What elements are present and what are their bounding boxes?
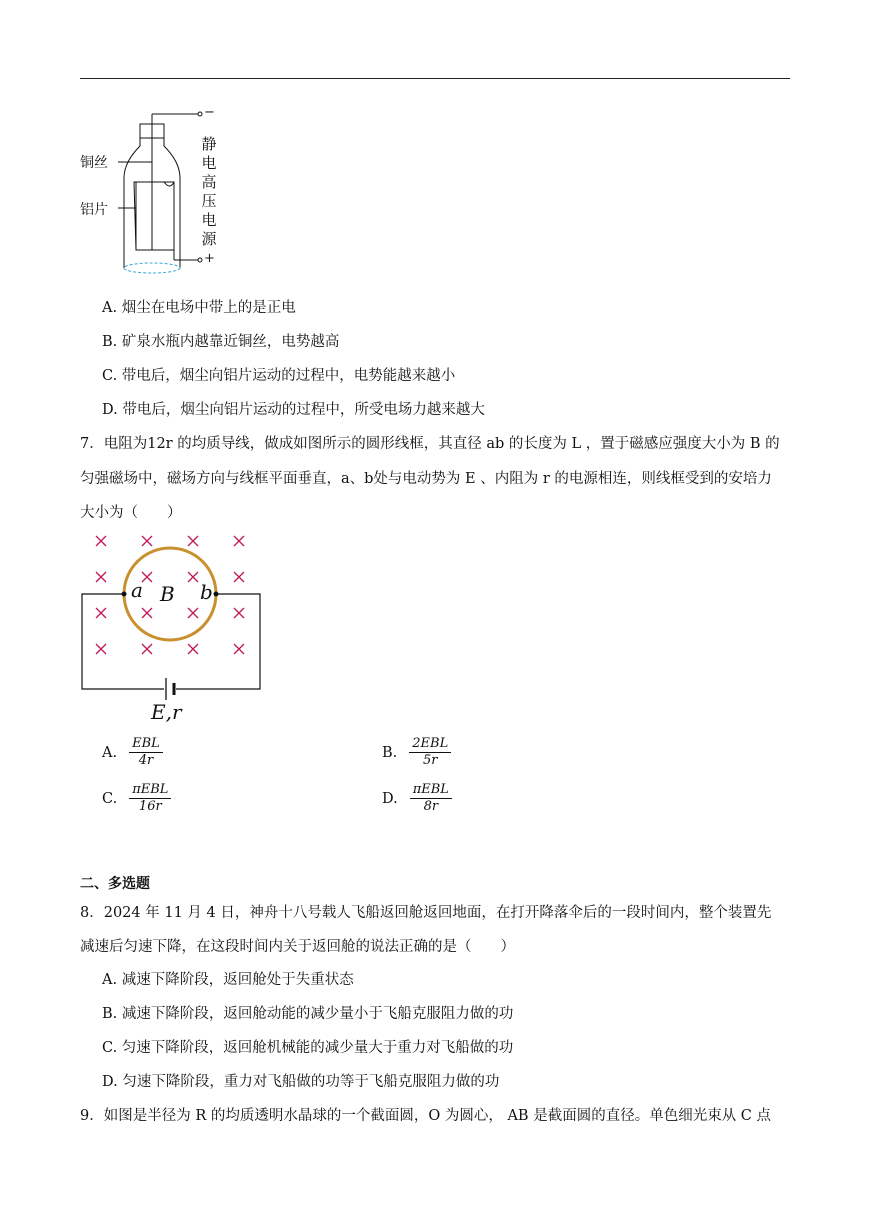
denominator: 16r bbox=[138, 799, 162, 814]
terminal-plus: + bbox=[204, 251, 215, 266]
numerator: πEBL bbox=[129, 782, 171, 799]
option-letter: D. bbox=[102, 1074, 118, 1090]
denominator: 8r bbox=[423, 799, 439, 814]
denominator: 4r bbox=[138, 753, 154, 768]
q6-option-a[interactable] bbox=[102, 296, 296, 317]
option-text: 减速下降阶段，返回舱动能的减少量小于飞船克服阻力做的功 bbox=[121, 1006, 514, 1022]
q8-stem-line1: 8．2024 年 11 月 4 日，神舟十八号载人飞船返回舱返回地面，在打开降落伞后的一段时间内，整个装置先 bbox=[80, 905, 772, 921]
q7-stem-line3: 大小为（ ） bbox=[80, 505, 182, 521]
numerator: πEBL bbox=[410, 782, 452, 799]
fraction bbox=[409, 736, 451, 769]
option-letter: C. bbox=[102, 368, 118, 384]
q8-option-b[interactable] bbox=[102, 1002, 513, 1023]
option-text: 带电后，烟尘向铝片运动的过程中，电势能越来越小 bbox=[121, 368, 456, 384]
fraction bbox=[129, 782, 171, 815]
option-letter: A. bbox=[102, 972, 118, 988]
q7-option-a[interactable] bbox=[102, 736, 163, 769]
option-text: 矿泉水瓶内越靠近铜丝，电势越高 bbox=[121, 334, 340, 350]
q7-option-d[interactable] bbox=[382, 782, 452, 815]
circuit-diagram bbox=[78, 528, 268, 728]
option-text: 带电后，烟尘向铝片运动的过程中，所受电场力越来越大 bbox=[122, 402, 485, 418]
q6-option-d[interactable] bbox=[102, 398, 485, 419]
option-letter: B. bbox=[102, 1006, 118, 1022]
label-aluminum-sheet: 铝片 bbox=[80, 202, 108, 218]
option-letter: D. bbox=[382, 790, 398, 807]
q7-stem-line1: 7．电阻为12r 的均质导线，做成如图所示的圆形线框，其直径 ab 的长度为 L ，置于磁感应强度大小为 B 的 bbox=[80, 436, 780, 452]
point-b-label: b bbox=[200, 580, 213, 604]
source-label: E,r bbox=[151, 700, 182, 724]
option-letter: A. bbox=[102, 744, 118, 761]
field-B-label: B bbox=[160, 582, 175, 606]
q6-option-c[interactable] bbox=[102, 364, 455, 385]
option-letter: B. bbox=[382, 744, 398, 761]
q7-stem-line2: 匀强磁场中，磁场方向与线框平面垂直，a、b处与电动势为 E 、内阻为 r 的电源相连，则线框受到的安培力 bbox=[80, 471, 772, 487]
q6-option-b[interactable] bbox=[102, 330, 339, 351]
fraction bbox=[129, 736, 163, 769]
fraction bbox=[410, 782, 452, 815]
q8-option-c[interactable] bbox=[102, 1036, 513, 1057]
option-text: 烟尘在电场中带上的是正电 bbox=[121, 300, 296, 316]
q7-option-b[interactable] bbox=[382, 736, 451, 769]
header-rule bbox=[80, 78, 790, 79]
point-a-label: a bbox=[131, 578, 143, 602]
label-copper-wire: 铜丝 bbox=[80, 155, 108, 171]
option-text: 减速下降阶段，返回舱处于失重状态 bbox=[121, 972, 354, 988]
q8-option-a[interactable] bbox=[102, 968, 354, 989]
numerator: 2EBL bbox=[409, 736, 451, 753]
q8-stem-line2: 减速后匀速下降，在这段时间内关于返回舱的说法正确的是（ ） bbox=[80, 939, 515, 955]
source-char: 静 bbox=[201, 135, 217, 153]
option-letter: D. bbox=[102, 402, 118, 418]
source-char: 压 bbox=[201, 192, 217, 210]
label-hv-source bbox=[200, 135, 218, 249]
source-char: 电 bbox=[201, 154, 217, 172]
source-char: 源 bbox=[201, 230, 217, 248]
section-heading: 二、多选题 bbox=[80, 876, 150, 892]
q7-option-c[interactable] bbox=[102, 782, 171, 815]
source-char: 电 bbox=[201, 211, 217, 229]
source-char: 高 bbox=[201, 173, 217, 191]
terminal-minus: − bbox=[204, 105, 215, 120]
option-text: 匀速下降阶段，返回舱机械能的减少量大于重力对飞船做的功 bbox=[121, 1040, 514, 1056]
numerator: EBL bbox=[129, 736, 163, 753]
option-letter: A. bbox=[102, 300, 118, 316]
option-letter: C. bbox=[102, 790, 118, 807]
q9-stem-line1: 9．如图是半径为 R 的均质透明水晶球的一个截面圆，O 为圆心， AB 是截面圆的直径。单色细光束从 C 点 bbox=[80, 1108, 772, 1124]
circuit-figure bbox=[78, 528, 268, 728]
denominator: 5r bbox=[422, 753, 438, 768]
q8-option-d[interactable] bbox=[102, 1070, 499, 1091]
option-letter: B. bbox=[102, 334, 118, 350]
option-letter: C. bbox=[102, 1040, 118, 1056]
option-text: 匀速下降阶段，重力对飞船做的功等于飞船克服阻力做的功 bbox=[122, 1074, 500, 1090]
